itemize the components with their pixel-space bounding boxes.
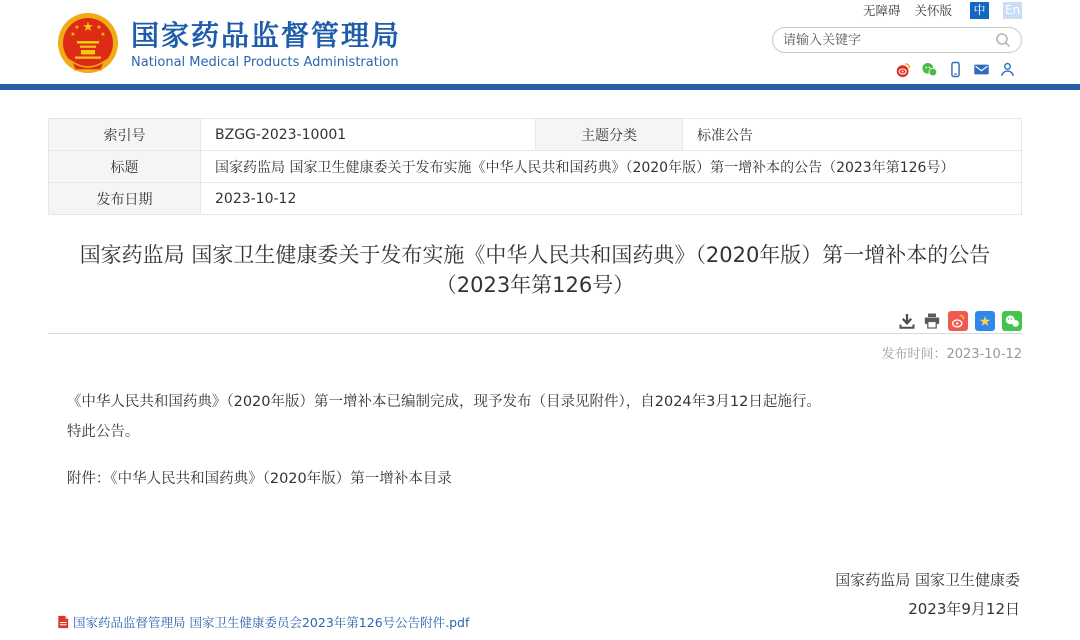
attachment-line: 附件：《中华人民共和国药典》（2020年版）第一增补本目录 bbox=[66, 471, 452, 487]
svg-text:★: ★ bbox=[96, 24, 102, 31]
svg-text:★: ★ bbox=[74, 24, 80, 31]
title-divider bbox=[48, 333, 1022, 334]
social-icons bbox=[895, 61, 1022, 78]
meta-value-index-number: BZGG-2023-10001 bbox=[201, 119, 536, 151]
article-paragraph-2: 特此公告。 bbox=[66, 424, 140, 440]
search-icon[interactable] bbox=[995, 32, 1011, 48]
meta-value-publish-date: 2023-10-12 bbox=[201, 183, 1022, 215]
article-title bbox=[48, 240, 1022, 300]
lang-zh-button[interactable]: 中 bbox=[970, 2, 989, 19]
search-box bbox=[772, 27, 1022, 53]
download-icon[interactable] bbox=[898, 312, 916, 330]
print-icon[interactable] bbox=[923, 312, 941, 330]
article-title-line2: （2023年第126号） bbox=[435, 273, 635, 297]
meta-row-3 bbox=[49, 183, 1022, 215]
attachment-pdf-link[interactable]: 国家药品监督管理局 国家卫生健康委员会2023年第126号公告附件.pdf bbox=[73, 615, 470, 630]
signer-names: 国家药监局 国家卫生健康委 bbox=[835, 571, 1020, 589]
header-accent-bar bbox=[0, 84, 1080, 90]
svg-text:★: ★ bbox=[100, 31, 106, 38]
org-title-english: National Medical Products Administration bbox=[131, 54, 399, 70]
search-input[interactable] bbox=[783, 33, 995, 48]
header-branding bbox=[55, 0, 401, 84]
care-version-link[interactable]: 关怀版 bbox=[914, 3, 952, 18]
accessibility-link[interactable]: 无障碍 bbox=[862, 3, 901, 18]
meta-label-topic-category: 主题分类 bbox=[536, 119, 683, 151]
lang-en-button[interactable]: En bbox=[1004, 2, 1021, 17]
svg-text:★: ★ bbox=[82, 20, 94, 35]
svg-text:★: ★ bbox=[70, 31, 76, 38]
org-names bbox=[131, 19, 401, 70]
share-wechat-icon[interactable] bbox=[1002, 311, 1022, 331]
wechat-icon[interactable] bbox=[921, 61, 938, 78]
publish-time: 发布时间：2023-10-12 bbox=[881, 347, 1022, 362]
meta-value-topic-category: 标准公告 bbox=[683, 119, 1022, 151]
announcement-page bbox=[48, 118, 1022, 624]
share-weibo-icon[interactable] bbox=[948, 311, 968, 331]
user-icon[interactable] bbox=[999, 61, 1016, 78]
meta-row-1 bbox=[49, 119, 1022, 151]
meta-value-title: 国家药监局 国家卫生健康委关于发布实施《中华人民共和国药典》（2020年版）第一增补本的公告（2023年第126号） bbox=[201, 151, 1022, 183]
meta-label-title: 标题 bbox=[49, 151, 201, 183]
meta-label-index-number: 索引号 bbox=[49, 119, 201, 151]
article-tools bbox=[48, 311, 1022, 331]
svg-text:★: ★ bbox=[978, 314, 992, 330]
weibo-icon[interactable] bbox=[895, 61, 912, 78]
favorite-star-icon[interactable] bbox=[975, 311, 995, 331]
org-title-chinese: 国家药品监督管理局 bbox=[131, 18, 402, 52]
document-meta-table bbox=[48, 118, 1022, 215]
sign-date: 2023年9月12日 bbox=[908, 600, 1020, 618]
topbar-links bbox=[863, 1, 1022, 19]
mail-icon[interactable] bbox=[973, 61, 990, 78]
meta-label-publish-date: 发布日期 bbox=[49, 183, 201, 215]
meta-row-2 bbox=[49, 151, 1022, 183]
header-utilities bbox=[762, 0, 1022, 84]
attachment-pdf-row bbox=[57, 613, 469, 631]
national-emblem-logo bbox=[55, 10, 121, 78]
pdf-icon bbox=[57, 615, 69, 629]
mobile-icon[interactable] bbox=[947, 61, 964, 78]
site-header bbox=[0, 0, 1080, 84]
article-paragraph-1: 《中华人民共和国药典》（2020年版）第一增补本已编制完成，现予发布（目录见附件），自2024年3月12日起施行。 bbox=[66, 394, 821, 410]
article-title-line1: 国家药监局 国家卫生健康委关于发布实施《中华人民共和国药典》（2020年版）第一增补本的公告 bbox=[79, 243, 991, 267]
article-body bbox=[48, 391, 1022, 490]
